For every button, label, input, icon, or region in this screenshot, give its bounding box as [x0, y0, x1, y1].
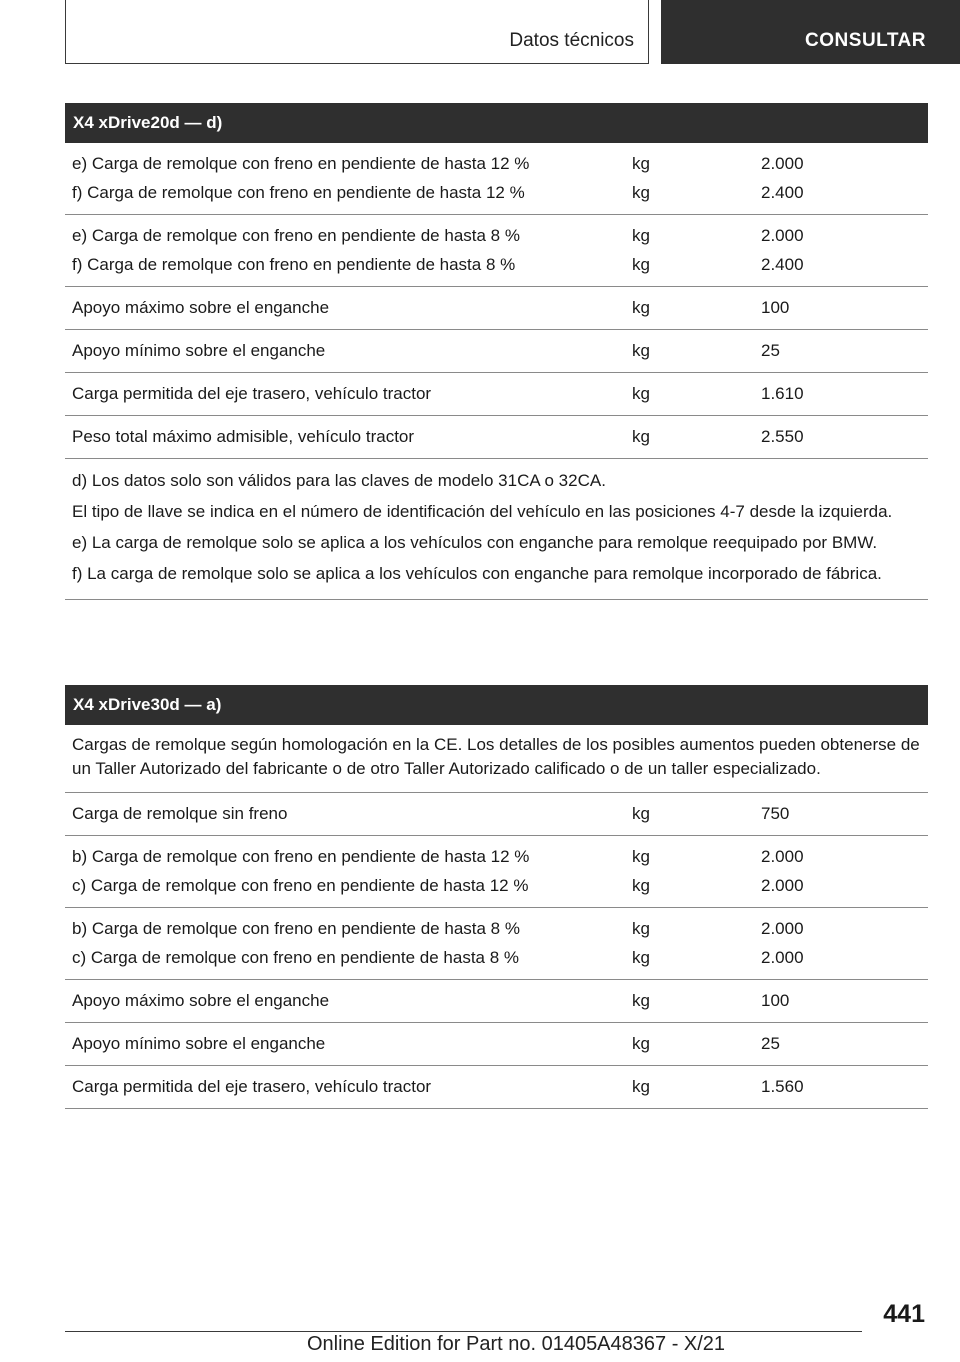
cell-value: 2.000: [761, 948, 804, 967]
table-row: [65, 1066, 928, 1109]
table-line: [65, 423, 928, 452]
cell-value: 2.000: [761, 919, 804, 938]
cell-value: 2.000: [761, 226, 804, 245]
table-row: [65, 373, 928, 416]
spec-table-xdrive30d: [65, 685, 928, 1109]
cell-value: 1.610: [761, 384, 804, 403]
cell-label: b) Carga de remolque con freno en pendiente de hasta 8 %: [72, 919, 520, 938]
cell-value: 2.550: [761, 427, 804, 446]
cell-value: 100: [761, 991, 790, 1010]
table-row: [65, 416, 928, 459]
page-number: 441: [883, 1300, 925, 1328]
intro-text: Cargas de remolque según homologación en la CE. Los detalles de los posibles aumentos pueden obtenerse de un Taller Autorizado del fabricante o de otro Taller Autorizado calificado o de un taller especializado.: [72, 735, 920, 778]
cell-unit: kg: [632, 804, 650, 823]
cell-unit: kg: [632, 919, 650, 938]
cell-label: Carga permitida del eje trasero, vehículo tractor: [72, 384, 432, 403]
cell-label: Peso total máximo admisible, vehículo tractor: [72, 427, 415, 446]
cell-value: 2.400: [761, 255, 804, 274]
cell-unit: kg: [632, 298, 650, 317]
table-row: [65, 793, 928, 836]
table-line: [65, 1030, 928, 1059]
table-row: [65, 836, 928, 908]
table-title: X4 xDrive30d — a): [65, 685, 928, 725]
table-line: [65, 843, 928, 872]
table-intro: [65, 725, 928, 793]
cell-label: e) Carga de remolque con freno en pendiente de hasta 12 %: [72, 154, 530, 173]
table-line: [65, 872, 928, 901]
cell-unit: kg: [632, 226, 650, 245]
cell-label: Apoyo máximo sobre el enganche: [72, 298, 330, 317]
table-line: [65, 944, 928, 973]
cell-unit: kg: [632, 991, 650, 1010]
cell-unit: kg: [632, 1034, 650, 1053]
table-row: [65, 908, 928, 980]
table-line: [65, 987, 928, 1016]
cell-unit: kg: [632, 255, 650, 274]
footnote: f) La carga de remolque solo se aplica a los vehículos con enganche para remolque incorporado de fábrica.: [72, 564, 882, 583]
cell-value: 2.400: [761, 183, 804, 202]
footer-divider: [65, 1331, 862, 1332]
spec-table-xdrive20d: [65, 103, 928, 600]
cell-label: Carga de remolque sin freno: [72, 804, 288, 823]
cell-label: Carga permitida del eje trasero, vehículo tractor: [72, 1077, 432, 1096]
table-row: [65, 215, 928, 287]
table-line: [65, 179, 928, 208]
cell-unit: kg: [632, 427, 650, 446]
table-row: [65, 330, 928, 373]
table-line: [65, 800, 928, 829]
table-row: [65, 980, 928, 1023]
cell-label: f) Carga de remolque con freno en pendiente de hasta 12 %: [72, 183, 525, 202]
cell-unit: kg: [632, 847, 650, 866]
cell-unit: kg: [632, 1077, 650, 1096]
table-line: [65, 1073, 928, 1102]
cell-unit: kg: [632, 183, 650, 202]
cell-label: c) Carga de remolque con freno en pendiente de hasta 8 %: [72, 948, 520, 967]
table-line: [65, 915, 928, 944]
footer-edition: Online Edition for Part no. 01405A48367 - X/21: [307, 1333, 726, 1355]
cell-value: 1.560: [761, 1077, 804, 1096]
cell-label: Apoyo mínimo sobre el enganche: [72, 1034, 326, 1053]
cell-label: b) Carga de remolque con freno en pendiente de hasta 12 %: [72, 847, 530, 866]
cell-label: c) Carga de remolque con freno en pendiente de hasta 12 %: [72, 876, 529, 895]
cell-label: Apoyo mínimo sobre el enganche: [72, 341, 326, 360]
cell-value: 25: [761, 341, 780, 360]
table-title: X4 xDrive20d — d): [65, 103, 928, 143]
cell-value: 100: [761, 298, 790, 317]
footnote: El tipo de llave se indica en el número de identificación del vehículo en las posiciones 4-7 desde la izquierda.: [72, 502, 893, 521]
cell-unit: kg: [632, 154, 650, 173]
cell-label: f) Carga de remolque con freno en pendiente de hasta 8 %: [72, 255, 516, 274]
cell-value: 2.000: [761, 847, 804, 866]
cell-label: Apoyo máximo sobre el enganche: [72, 991, 330, 1010]
table-notes: [65, 459, 928, 600]
table-row: [65, 143, 928, 215]
cell-unit: kg: [632, 876, 650, 895]
footnote: d) Los datos solo son válidos para las claves de modelo 31CA o 32CA.: [72, 471, 606, 490]
table-row: [65, 287, 928, 330]
header-chapter-title: CONSULTAR: [805, 30, 926, 51]
table-line: [65, 222, 928, 251]
table-line: [65, 294, 928, 323]
header-chapter-box: [661, 0, 960, 64]
cell-value: 2.000: [761, 876, 804, 895]
cell-unit: kg: [632, 341, 650, 360]
cell-value: 25: [761, 1034, 780, 1053]
table-row: [65, 1023, 928, 1066]
cell-unit: kg: [632, 948, 650, 967]
table-line: [65, 251, 928, 280]
table-line: [65, 150, 928, 179]
cell-label: e) Carga de remolque con freno en pendiente de hasta 8 %: [72, 226, 520, 245]
table-line: [65, 380, 928, 409]
table-line: [65, 337, 928, 366]
cell-unit: kg: [632, 384, 650, 403]
footnote: e) La carga de remolque solo se aplica a los vehículos con enganche para remolque reequipado por BMW.: [72, 533, 878, 552]
cell-value: 2.000: [761, 154, 804, 173]
header-section-box: [65, 0, 649, 64]
cell-value: 750: [761, 804, 790, 823]
header-section-title: Datos técnicos: [509, 30, 634, 51]
